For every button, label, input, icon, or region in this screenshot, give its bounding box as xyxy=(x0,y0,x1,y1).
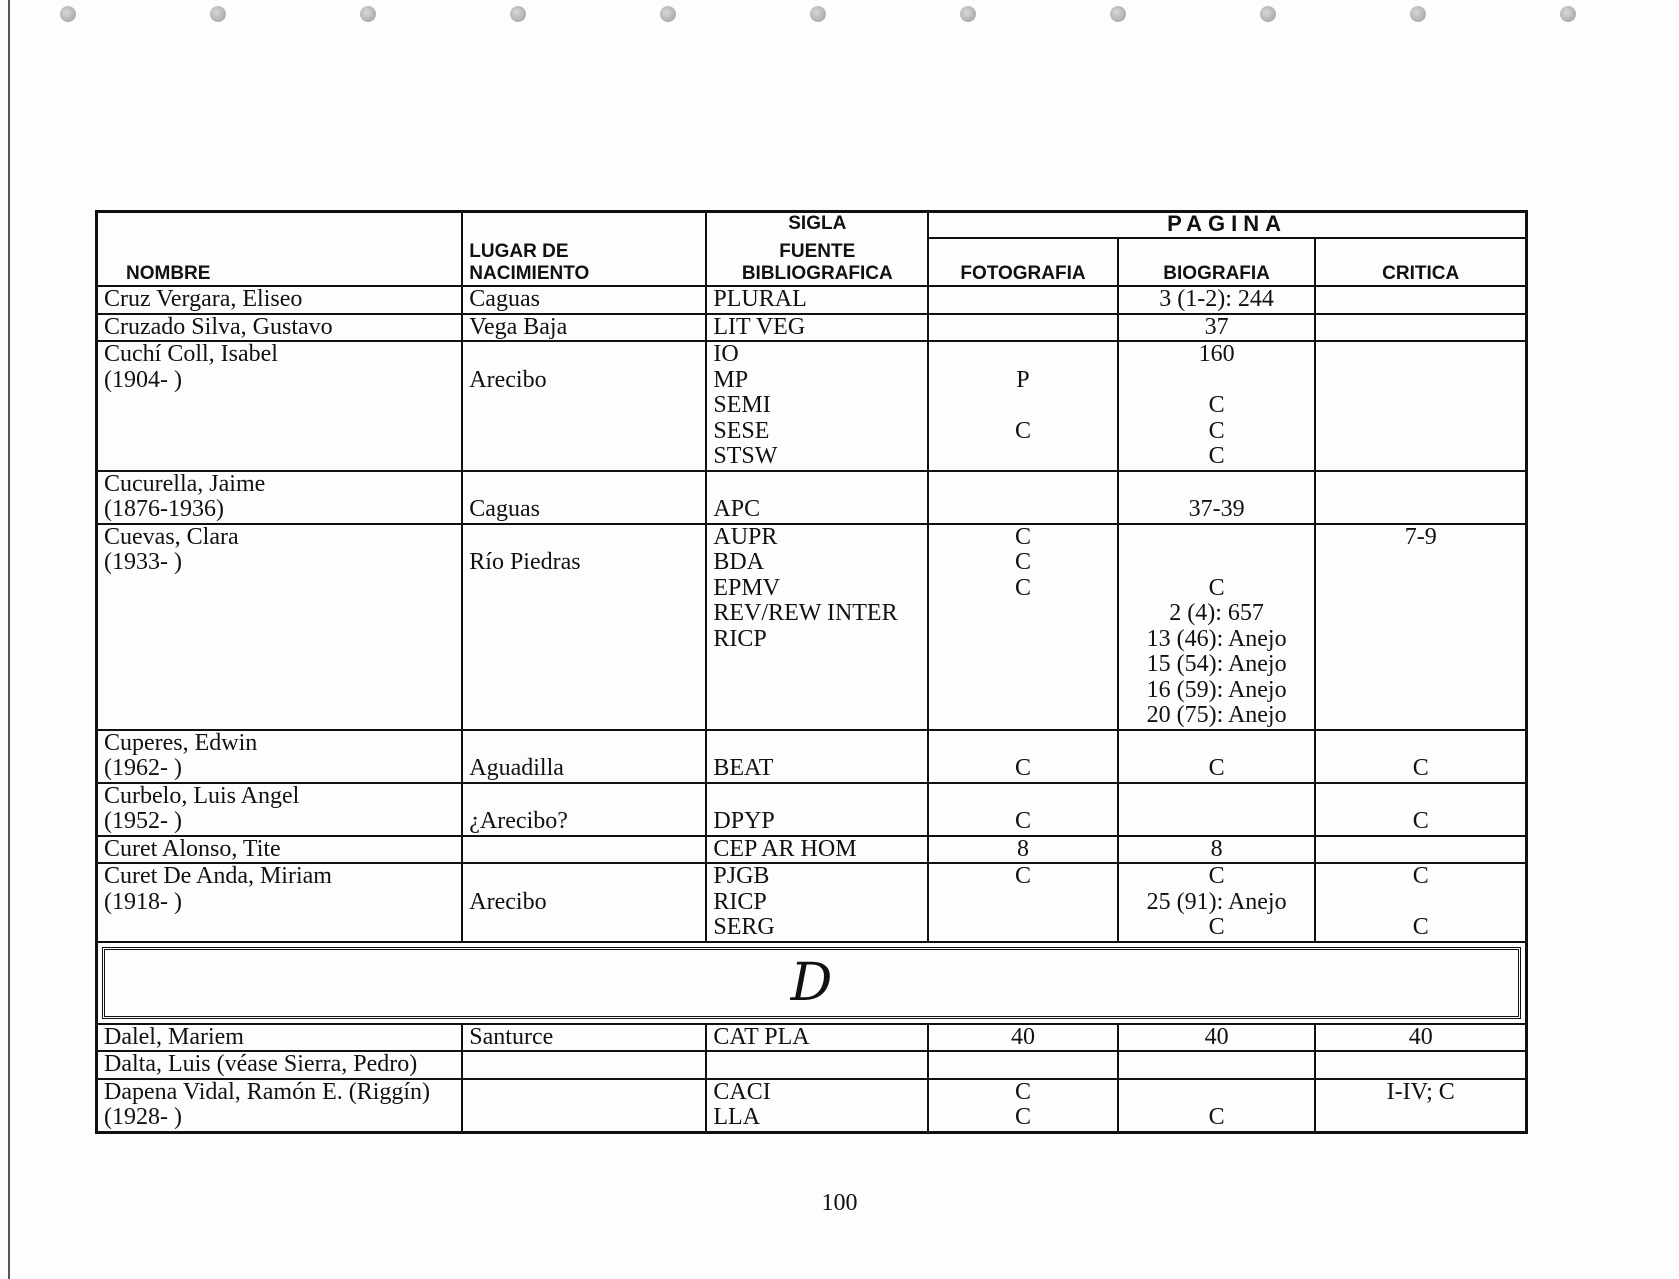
cell-line: C xyxy=(1014,1104,1031,1130)
cell-line xyxy=(713,703,921,729)
cell-line: Curet Alonso, Tite xyxy=(104,835,281,862)
table-row xyxy=(97,1079,1527,1133)
cell-line: Cuperes, Edwin xyxy=(104,729,258,756)
cell-line xyxy=(469,472,699,498)
cell-nombre xyxy=(97,730,463,783)
cell-line: (1928- ) xyxy=(104,1104,182,1130)
col-header-sigla xyxy=(706,212,928,287)
cell-line: 3 (1-2): 244 xyxy=(1159,286,1274,312)
page-edge-rule xyxy=(8,0,10,1279)
cell-line: Aguadilla xyxy=(469,755,564,781)
cell-line: C xyxy=(1208,755,1225,781)
cell-fotografia xyxy=(928,863,1118,942)
cell-line: 20 (75): Anejo xyxy=(1146,702,1287,728)
cell-line: 13 (46): Anejo xyxy=(1146,625,1287,652)
col-header-biografia: BIOGRAFIA xyxy=(1118,238,1316,286)
cell-line: Arecibo xyxy=(469,366,547,393)
table-row xyxy=(97,341,1527,471)
cell-critica xyxy=(1315,1051,1526,1079)
cell-line xyxy=(713,784,921,810)
cell-fotografia xyxy=(928,1051,1118,1079)
cell-line: C xyxy=(1208,417,1225,444)
cell-line: Vega Baja xyxy=(469,313,568,340)
cell-line xyxy=(469,444,699,470)
cell-line xyxy=(469,601,699,627)
cell-lugar xyxy=(462,471,706,524)
cell-line: C xyxy=(1014,755,1031,781)
section-divider-row xyxy=(97,942,1527,1024)
cell-line: Arecibo xyxy=(469,888,547,915)
cell-line: EPMV xyxy=(713,574,781,601)
table-row xyxy=(97,471,1527,524)
cell-line xyxy=(469,1080,699,1106)
cell-line: Curet De Anda, Miriam xyxy=(104,863,332,889)
cell-line: BEAT xyxy=(713,755,774,781)
cell-line: Cruzado Silva, Gustavo xyxy=(104,313,333,340)
cell-nombre xyxy=(97,1024,463,1052)
col-header-fotografia: FOTOGRAFIA xyxy=(928,238,1118,286)
cell-line xyxy=(713,731,921,757)
col-header-critica: CRITICA xyxy=(1315,238,1526,286)
cell-line: Dalta, Luis (véase Sierra, Pedro) xyxy=(104,1051,418,1077)
page-number: 100 xyxy=(821,1190,858,1216)
table-row xyxy=(97,836,1527,864)
cell-line xyxy=(469,525,699,551)
section-letter-box xyxy=(102,947,1521,1019)
binder-hole xyxy=(60,6,76,22)
col-header-lugar-line1: LUGAR DE xyxy=(469,241,569,262)
cell-line xyxy=(935,627,1111,653)
cell-sigla xyxy=(706,524,928,730)
cell-line xyxy=(935,315,1111,341)
cell-nombre xyxy=(97,1051,463,1079)
cell-lugar xyxy=(462,1079,706,1133)
cell-fotografia xyxy=(928,524,1118,730)
cell-line: Cruz Vergara, Eliseo xyxy=(104,286,303,312)
cell-line xyxy=(1322,652,1519,678)
cell-biografia xyxy=(1118,1024,1316,1052)
cell-line: 25 (91): Anejo xyxy=(1146,888,1287,915)
binder-hole xyxy=(1260,6,1276,22)
cell-sigla xyxy=(706,286,928,314)
cell-critica xyxy=(1315,524,1526,730)
cell-sigla xyxy=(706,783,928,836)
cell-line xyxy=(1322,1105,1519,1131)
cell-sigla xyxy=(706,1024,928,1052)
cell-line: SESE xyxy=(713,417,770,444)
cell-line xyxy=(104,703,455,729)
table-row xyxy=(97,730,1527,783)
cell-fotografia xyxy=(928,730,1118,783)
cell-line: C xyxy=(1208,1104,1225,1130)
cell-line xyxy=(1322,550,1519,576)
cell-biografia xyxy=(1118,783,1316,836)
cell-line: C xyxy=(1014,523,1031,550)
cell-biografia xyxy=(1118,314,1316,342)
cell-line xyxy=(1322,703,1519,729)
cell-line xyxy=(469,627,699,653)
binder-hole xyxy=(1560,6,1576,22)
cell-line xyxy=(469,915,699,941)
cell-sigla xyxy=(706,836,928,864)
cell-line: 40 xyxy=(1010,1023,1035,1050)
cell-line: (1962- ) xyxy=(104,755,182,781)
cell-line xyxy=(1322,497,1519,523)
cell-line: STSW xyxy=(713,443,778,469)
cell-biografia xyxy=(1118,730,1316,783)
cell-critica xyxy=(1315,836,1526,864)
cell-fotografia xyxy=(928,341,1118,471)
cell-line: Dalel, Mariem xyxy=(104,1023,244,1050)
cell-line: 40 xyxy=(1408,1023,1433,1050)
cell-lugar xyxy=(462,314,706,342)
cell-line xyxy=(935,601,1111,627)
cell-biografia xyxy=(1118,524,1316,730)
cell-line xyxy=(935,784,1111,810)
cell-lugar xyxy=(462,836,706,864)
cell-line xyxy=(935,1052,1111,1078)
cell-line: SEMI xyxy=(713,392,771,418)
cell-line: 160 xyxy=(1198,341,1235,367)
cell-fotografia xyxy=(928,314,1118,342)
cell-line: C xyxy=(1014,417,1031,444)
cell-line xyxy=(935,287,1111,313)
cell-line xyxy=(1125,1052,1309,1078)
cell-line: (1952- ) xyxy=(104,808,182,834)
table-row xyxy=(97,863,1527,942)
cell-line xyxy=(1322,444,1519,470)
binder-hole xyxy=(660,6,676,22)
cell-biografia xyxy=(1118,286,1316,314)
section-divider-cell xyxy=(97,942,1527,1024)
cell-line: (1876-1936) xyxy=(104,496,224,522)
cell-line xyxy=(469,393,699,419)
cell-line xyxy=(104,419,455,445)
cell-lugar xyxy=(462,730,706,783)
cell-lugar xyxy=(462,1024,706,1052)
cell-line: C xyxy=(1208,863,1225,889)
cell-line xyxy=(1322,731,1519,757)
cell-line xyxy=(713,652,921,678)
cell-line xyxy=(1322,890,1519,916)
cell-lugar xyxy=(462,524,706,730)
cell-line: ¿Arecibo? xyxy=(469,808,568,834)
cell-nombre xyxy=(97,783,463,836)
cell-lugar xyxy=(462,341,706,471)
cell-lugar xyxy=(462,1051,706,1079)
cell-line xyxy=(713,1052,921,1078)
cell-biografia xyxy=(1118,471,1316,524)
cell-line: (1904- ) xyxy=(104,366,182,393)
cell-nombre xyxy=(97,863,463,942)
table-row xyxy=(97,1051,1527,1079)
cell-nombre xyxy=(97,524,463,730)
cell-line xyxy=(469,652,699,678)
cell-line xyxy=(935,393,1111,419)
cell-line: C xyxy=(1412,755,1429,781)
cell-line: APC xyxy=(713,496,761,522)
cell-fotografia xyxy=(928,783,1118,836)
cell-line: CEP AR HOM xyxy=(713,835,857,862)
cell-line xyxy=(1125,550,1309,576)
cell-line: AUPR xyxy=(713,523,778,550)
cell-line xyxy=(935,678,1111,704)
cell-line: 40 xyxy=(1204,1023,1229,1050)
cell-biografia xyxy=(1118,1051,1316,1079)
cell-sigla xyxy=(706,314,928,342)
cell-line xyxy=(469,1105,699,1131)
cell-line xyxy=(935,342,1111,368)
cell-critica xyxy=(1315,314,1526,342)
table-row xyxy=(97,783,1527,836)
cell-line: REV/REW INTER xyxy=(713,600,898,626)
binder-holes xyxy=(60,6,1620,26)
cell-line: BDA xyxy=(713,549,765,575)
cell-line xyxy=(1322,1052,1519,1078)
cell-line xyxy=(935,731,1111,757)
cell-line xyxy=(1125,731,1309,757)
cell-line xyxy=(1322,784,1519,810)
cell-line: CACI xyxy=(713,1078,771,1105)
cell-line xyxy=(104,915,455,941)
binder-hole xyxy=(360,6,376,22)
cell-lugar xyxy=(462,286,706,314)
cell-line xyxy=(935,444,1111,470)
cell-line xyxy=(1322,576,1519,602)
cell-line xyxy=(935,915,1111,941)
cell-fotografia xyxy=(928,1024,1118,1052)
col-header-nombre: NOMBRE xyxy=(97,212,463,287)
cell-line xyxy=(935,890,1111,916)
cell-sigla xyxy=(706,1051,928,1079)
cell-line xyxy=(1322,837,1519,863)
cell-line xyxy=(1125,472,1309,498)
cell-line: (1918- ) xyxy=(104,888,182,915)
cell-line: 8 xyxy=(1016,835,1029,862)
table-row xyxy=(97,524,1527,730)
cell-line: IO xyxy=(713,341,739,367)
cell-line: Caguas xyxy=(469,496,540,522)
cell-line xyxy=(104,678,455,704)
cell-nombre xyxy=(97,471,463,524)
cell-critica xyxy=(1315,1079,1526,1133)
cell-nombre xyxy=(97,836,463,864)
cell-line: C xyxy=(1208,574,1225,601)
cell-line xyxy=(104,444,455,470)
cell-lugar xyxy=(462,863,706,942)
section-d-divider xyxy=(97,942,1527,1024)
binder-hole xyxy=(960,6,976,22)
cell-line: C xyxy=(1208,392,1225,418)
col-header-pagina: PAGINA xyxy=(928,212,1526,239)
cell-line xyxy=(104,627,455,653)
cell-line xyxy=(935,472,1111,498)
cell-nombre xyxy=(97,341,463,471)
cell-line: Santurce xyxy=(469,1023,554,1050)
col-header-sigla-line1: SIGLA xyxy=(788,213,847,234)
cell-fotografia xyxy=(928,1079,1118,1133)
section-c-body xyxy=(97,286,1527,942)
cell-line: PJGB xyxy=(713,863,770,889)
cell-line xyxy=(1322,368,1519,394)
cell-line: 37 xyxy=(1204,313,1229,340)
cell-critica xyxy=(1315,286,1526,314)
cell-line: I-IV; C xyxy=(1386,1078,1455,1105)
cell-line xyxy=(469,419,699,445)
cell-fotografia xyxy=(928,471,1118,524)
cell-critica xyxy=(1315,730,1526,783)
cell-critica xyxy=(1315,1024,1526,1052)
cell-line: Caguas xyxy=(469,286,540,312)
cell-line xyxy=(1125,368,1309,394)
cell-line xyxy=(1322,342,1519,368)
cell-line: C xyxy=(1014,574,1031,601)
cell-line: DPYP xyxy=(713,808,775,834)
table-row xyxy=(97,286,1527,314)
col-header-lugar xyxy=(462,212,706,287)
cell-line xyxy=(1322,601,1519,627)
cell-line: C xyxy=(1014,863,1031,889)
cell-lugar xyxy=(462,783,706,836)
cell-line: (1933- ) xyxy=(104,549,182,575)
cell-line xyxy=(1125,784,1309,810)
cell-line: P xyxy=(1016,366,1030,393)
cell-line: PLURAL xyxy=(713,286,807,312)
cell-sigla xyxy=(706,471,928,524)
cell-line xyxy=(1322,678,1519,704)
cell-line: C xyxy=(1208,443,1225,469)
cell-line xyxy=(1125,525,1309,551)
cell-critica xyxy=(1315,783,1526,836)
cell-line xyxy=(1322,472,1519,498)
cell-critica xyxy=(1315,341,1526,471)
cell-line: 8 xyxy=(1210,835,1223,862)
cell-line xyxy=(469,703,699,729)
cell-line xyxy=(1322,419,1519,445)
cell-line xyxy=(1322,627,1519,653)
binder-hole xyxy=(810,6,826,22)
cell-line xyxy=(935,652,1111,678)
binder-hole xyxy=(210,6,226,22)
cell-line xyxy=(1322,287,1519,313)
cell-line xyxy=(469,576,699,602)
cell-line: CAT PLA xyxy=(713,1023,810,1050)
cell-line xyxy=(469,1052,699,1078)
cell-line xyxy=(713,678,921,704)
cell-line: C xyxy=(1014,1078,1031,1105)
cell-line: Cucurella, Jaime xyxy=(104,470,266,497)
cell-line xyxy=(104,652,455,678)
cell-line: C xyxy=(1014,808,1031,834)
table-row xyxy=(97,1024,1527,1052)
cell-line: RICP xyxy=(713,625,767,652)
cell-line: C xyxy=(1412,808,1429,834)
cell-line xyxy=(469,678,699,704)
cell-critica xyxy=(1315,471,1526,524)
cell-line xyxy=(104,601,455,627)
cell-fotografia xyxy=(928,836,1118,864)
cell-line xyxy=(104,393,455,419)
cell-line: MP xyxy=(713,366,749,393)
cell-line: RICP xyxy=(713,888,767,915)
cell-sigla xyxy=(706,1079,928,1133)
cell-biografia xyxy=(1118,341,1316,471)
col-header-sigla-line3: BIBLIOGRAFICA xyxy=(741,263,893,284)
cell-nombre xyxy=(97,286,463,314)
binder-hole xyxy=(1410,6,1426,22)
cell-line: Dapena Vidal, Ramón E. (Riggín) xyxy=(104,1078,431,1105)
section-letter: D xyxy=(790,952,833,1013)
cell-line: SERG xyxy=(713,914,775,940)
cell-line xyxy=(469,342,699,368)
cell-line xyxy=(1125,1080,1309,1106)
cell-biografia xyxy=(1118,1079,1316,1133)
cell-line xyxy=(1322,393,1519,419)
cell-line: C xyxy=(1014,549,1031,575)
binder-hole xyxy=(1110,6,1126,22)
section-d-body xyxy=(97,1024,1527,1133)
cell-line xyxy=(469,784,699,810)
col-header-sigla-line2: FUENTE xyxy=(779,241,856,262)
cell-line xyxy=(1125,809,1309,835)
cell-sigla xyxy=(706,341,928,471)
cell-line xyxy=(713,472,921,498)
cell-line: C xyxy=(1412,863,1429,889)
binder-hole xyxy=(510,6,526,22)
cell-line: 37-39 xyxy=(1188,496,1245,522)
cell-line: LLA xyxy=(713,1104,761,1130)
cell-line xyxy=(469,731,699,757)
cell-biografia xyxy=(1118,863,1316,942)
cell-biografia xyxy=(1118,836,1316,864)
cell-line: 15 (54): Anejo xyxy=(1146,651,1287,677)
cell-line: 2 (4): 657 xyxy=(1169,600,1264,626)
cell-line: LIT VEG xyxy=(713,313,806,340)
header-row-top xyxy=(97,212,1527,239)
cell-fotografia xyxy=(928,286,1118,314)
cell-line: C xyxy=(1208,914,1225,940)
cell-line: Río Piedras xyxy=(469,549,581,575)
cell-line: Cuchí Coll, Isabel xyxy=(104,341,278,367)
cell-line: 7-9 xyxy=(1404,523,1437,550)
cell-line xyxy=(935,703,1111,729)
table-row xyxy=(97,314,1527,342)
cell-line: C xyxy=(1412,914,1429,940)
bibliography-table xyxy=(95,210,1528,1134)
cell-line: 16 (59): Anejo xyxy=(1146,676,1287,703)
cell-nombre xyxy=(97,314,463,342)
cell-line xyxy=(935,497,1111,523)
cell-line xyxy=(469,837,699,863)
cell-sigla xyxy=(706,730,928,783)
cell-line xyxy=(1322,315,1519,341)
col-header-lugar-line2: NACIMIENTO xyxy=(469,263,590,284)
cell-critica xyxy=(1315,863,1526,942)
cell-line: Cuevas, Clara xyxy=(104,523,239,550)
cell-line: Curbelo, Luis Angel xyxy=(104,782,300,809)
cell-line xyxy=(104,576,455,602)
cell-nombre xyxy=(97,1079,463,1133)
cell-line xyxy=(469,864,699,890)
cell-sigla xyxy=(706,863,928,942)
